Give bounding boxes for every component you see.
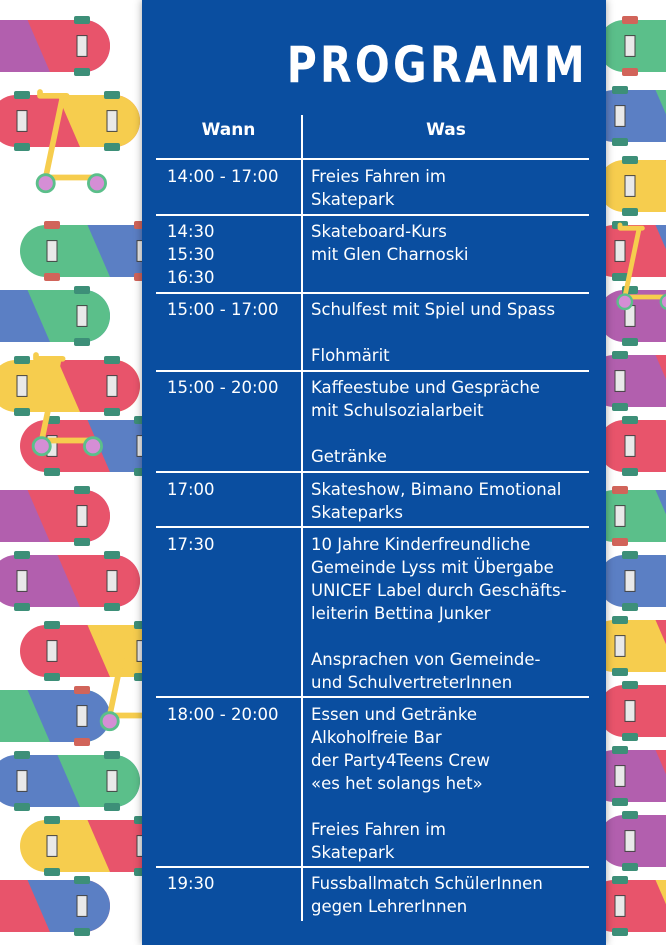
row-separator (156, 370, 589, 372)
row-4-time: 15:00 - 20:00 (167, 378, 279, 397)
row-6-description: 10 Jahre Kinderfreundliche Gemeinde Lyss mit Übergabe UNICEF Label durch Geschäfts- leiterin Bettina Junker Ansprachen von Gemeinde- und SchulvertreterInnen (311, 535, 567, 692)
column-divider (301, 115, 303, 921)
row-3-time: 15:00 - 17:00 (167, 300, 279, 319)
row-1-description: Freies Fahren im Skatepark (311, 167, 446, 209)
row-separator (156, 866, 589, 868)
row-3-description: Schulfest mit Spiel und Spass Flohmärit (311, 300, 556, 365)
program-panel (142, 0, 606, 945)
row-separator (156, 214, 589, 216)
column-header-when: Wann (201, 120, 256, 140)
row-separator (156, 526, 589, 528)
skateboard-decoration (0, 91, 140, 151)
skateboard-decoration (0, 486, 110, 546)
skateboard-decoration (0, 286, 110, 346)
row-2-description: Skateboard-Kurs mit Glen Charnoski (311, 222, 469, 264)
skateboard-decoration (598, 551, 666, 611)
row-separator (156, 292, 589, 294)
skateboard-decoration (598, 681, 666, 741)
row-2-time: 14:30 15:30 16:30 (167, 222, 215, 287)
column-header-what: Was (426, 120, 466, 140)
skateboard-decoration (598, 16, 666, 76)
row-separator (156, 158, 589, 160)
row-separator (156, 471, 589, 473)
skateboard-decoration (0, 876, 110, 936)
row-5-description: Skateshow, Bimano Emotional Skateparks (311, 480, 562, 522)
skateboard-decoration (0, 551, 140, 611)
row-4-description: Kaffeestube und Gespräche mit Schulsozialarbeit Getränke (311, 378, 540, 466)
row-7-description: Essen und Getränke Alkoholfreie Bar der Party4Teens Crew «es het solangs het» Freies Fahren im Skatepark (311, 705, 490, 862)
skateboard-decoration (598, 811, 666, 871)
page-title: PROGRAMM (286, 36, 588, 94)
row-1-time: 14:00 - 17:00 (167, 167, 279, 186)
row-7-time: 18:00 - 20:00 (167, 705, 279, 724)
skateboard-decoration (0, 356, 140, 416)
row-5-time: 17:00 (167, 480, 215, 499)
skateboard-decoration (598, 156, 666, 216)
row-6-time: 17:30 (167, 535, 215, 554)
row-8-description: Fussballmatch SchülerInnen gegen LehrerInnen (311, 874, 543, 916)
skateboard-decoration (0, 751, 140, 811)
row-8-time: 19:30 (167, 874, 215, 893)
skateboard-decoration (0, 686, 110, 746)
skateboard-decoration (598, 416, 666, 476)
skateboard-decoration (0, 16, 110, 76)
row-separator (156, 696, 589, 698)
